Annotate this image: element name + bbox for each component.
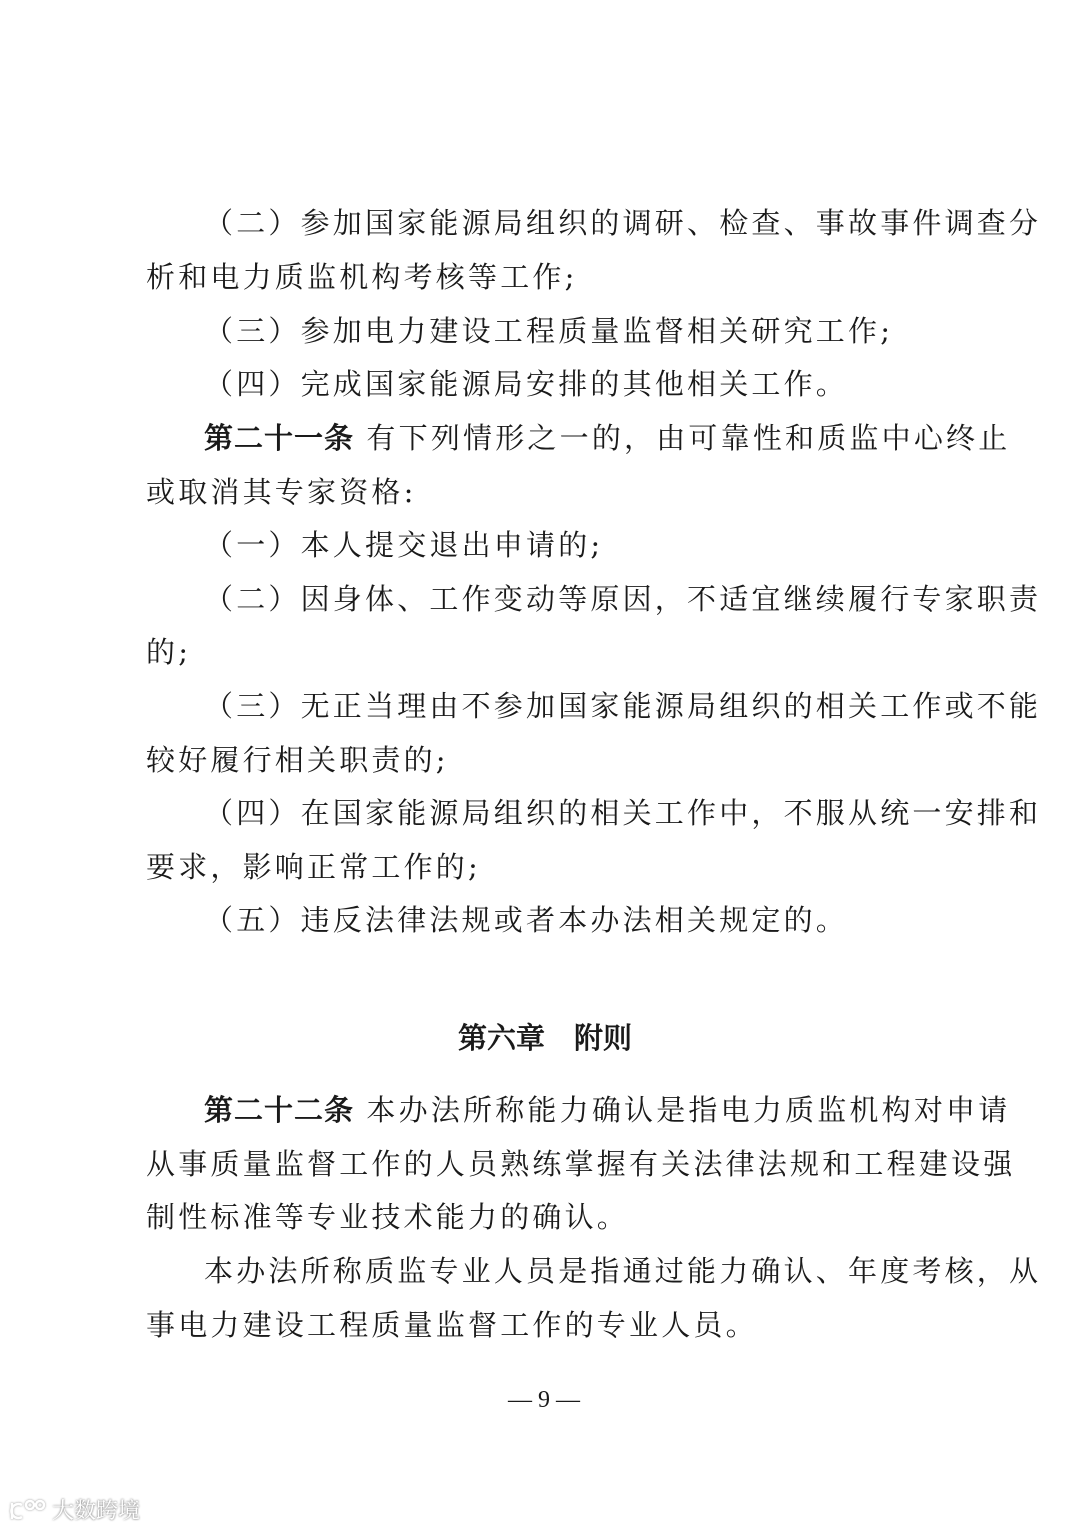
- paragraph-line: （三）参加电力建设工程质量监督相关研究工作;: [204, 314, 894, 348]
- paragraph-line: 或取消其专家资格:: [146, 475, 417, 509]
- paragraph-line: 要求，影响正常工作的;: [146, 850, 481, 884]
- paragraph-line: （二）因身体、工作变动等原因，不适宜继续履行专家职责: [204, 582, 1042, 616]
- paragraph-line: （四）在国家能源局组织的相关工作中，不服从统一安排和: [204, 796, 1042, 830]
- paragraph-line: 事电力建设工程质量监督工作的专业人员。: [146, 1308, 758, 1342]
- paragraph-line: 较好履行相关职责的;: [146, 743, 449, 777]
- paragraph-line: （一）本人提交退出申请的;: [204, 528, 604, 562]
- paragraph-line: （三）无正当理由不参加国家能源局组织的相关工作或不能: [204, 689, 1042, 723]
- watermark: [8, 1494, 140, 1525]
- article-21-label: 第二十一条: [204, 421, 355, 455]
- paragraph-line: （五）违反法律法规或者本办法相关规定的。: [204, 903, 849, 937]
- article-21: [204, 418, 1011, 458]
- paragraph-line: 制性标准等专业技术能力的确认。: [146, 1200, 630, 1234]
- watermark-text: 大数跨境: [52, 1499, 141, 1524]
- article-22-text: 本办法所称能力确认是指电力质监机构对申请: [354, 1093, 1011, 1127]
- paragraph-line: （四）完成国家能源局安排的其他相关工作。: [204, 367, 849, 401]
- paragraph-line: 的;: [146, 635, 192, 669]
- article-22: [204, 1090, 1011, 1130]
- article-21-text: 有下列情形之一的，由可靠性和质监中心终止: [354, 421, 1011, 455]
- paragraph-line: 从事质量监督工作的人员熟练掌握有关法律法规和工程建设强: [146, 1147, 1016, 1181]
- paragraph-line: 析和电力质监机构考核等工作;: [146, 260, 578, 294]
- article-22-label: 第二十二条: [204, 1093, 355, 1127]
- page-number: — 9 —: [508, 1387, 580, 1413]
- paragraph-line: 本办法所称质监专业人员是指通过能力确认、年度考核，从: [204, 1254, 1042, 1288]
- dashu-logo-icon: [8, 1497, 48, 1523]
- chapter-heading: 第六章 附则: [457, 1021, 632, 1055]
- paragraph-line: （二）参加国家能源局组织的调研、检查、事故事件调查分: [204, 206, 1042, 240]
